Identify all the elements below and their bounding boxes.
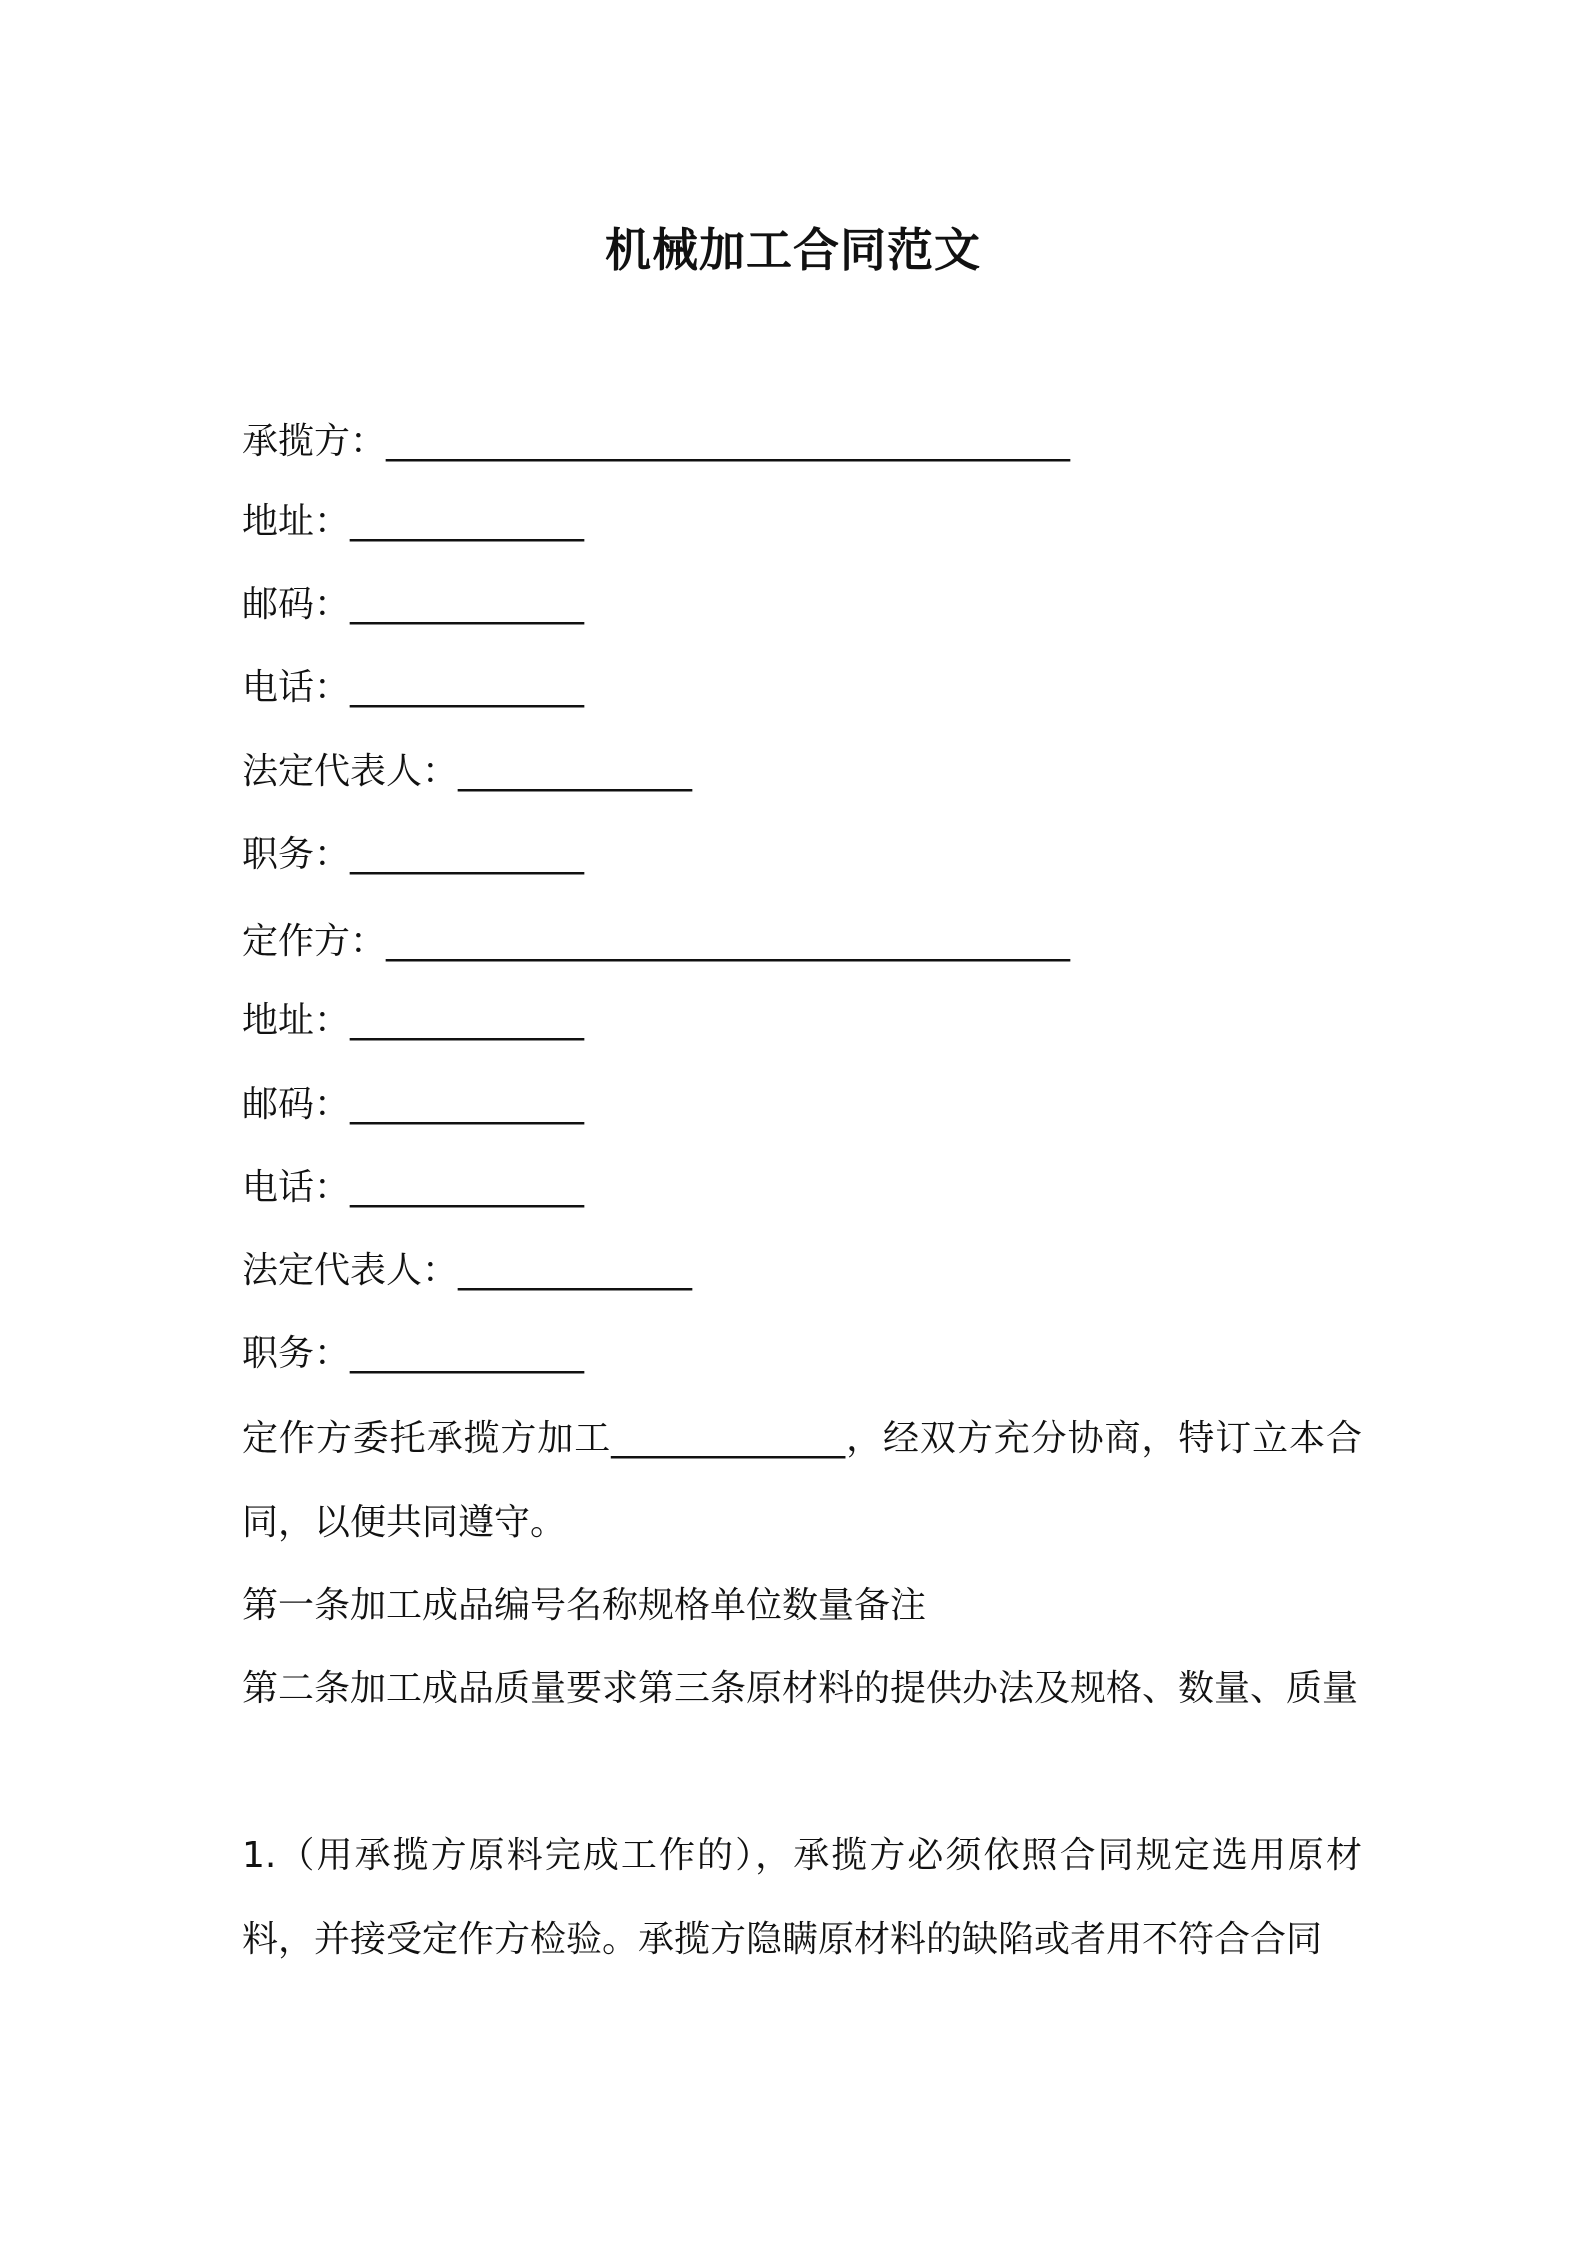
article-1: 第一条加工成品编号名称规格单位数量备注 (242, 1585, 927, 1626)
client-postcode-line: 邮码：_____________ (242, 1084, 585, 1125)
clause-1: 1.（用承揽方原料完成工作的），承揽方必须依照合同规定选用原材料，并接受定作方检验。承揽方隐瞒原材料的缺陷或者用不符合合同 (242, 1835, 1362, 1960)
document-title: 机械加工合同范文 (605, 223, 981, 277)
client-address-line: 地址：_____________ (242, 1000, 585, 1041)
contractor-legal-rep-line: 法定代表人：_____________ (242, 751, 693, 792)
client-phone-line: 电话：_____________ (242, 1167, 585, 1208)
contractor-phone-line: 电话：_____________ (242, 667, 585, 708)
article-2-3: 第二条加工成品质量要求第三条原材料的提供办法及规格、数量、质量 (242, 1668, 1359, 1709)
contractor-position-line: 职务：_____________ (242, 834, 585, 875)
client-position-line: 职务：_____________ (242, 1333, 585, 1374)
client-name-line: 定作方：______________________________________ (242, 921, 1071, 962)
contractor-postcode-line: 邮码：_____________ (242, 584, 585, 625)
intro-paragraph: 定作方委托承揽方加工_____________，经双方充分协商，特订立本合同，以便共同遵守。 (242, 1418, 1362, 1543)
contractor-name-line: 承揽方：______________________________________ (242, 421, 1071, 462)
contractor-address-line: 地址：_____________ (242, 501, 585, 542)
client-legal-rep-line: 法定代表人：_____________ (242, 1250, 693, 1291)
